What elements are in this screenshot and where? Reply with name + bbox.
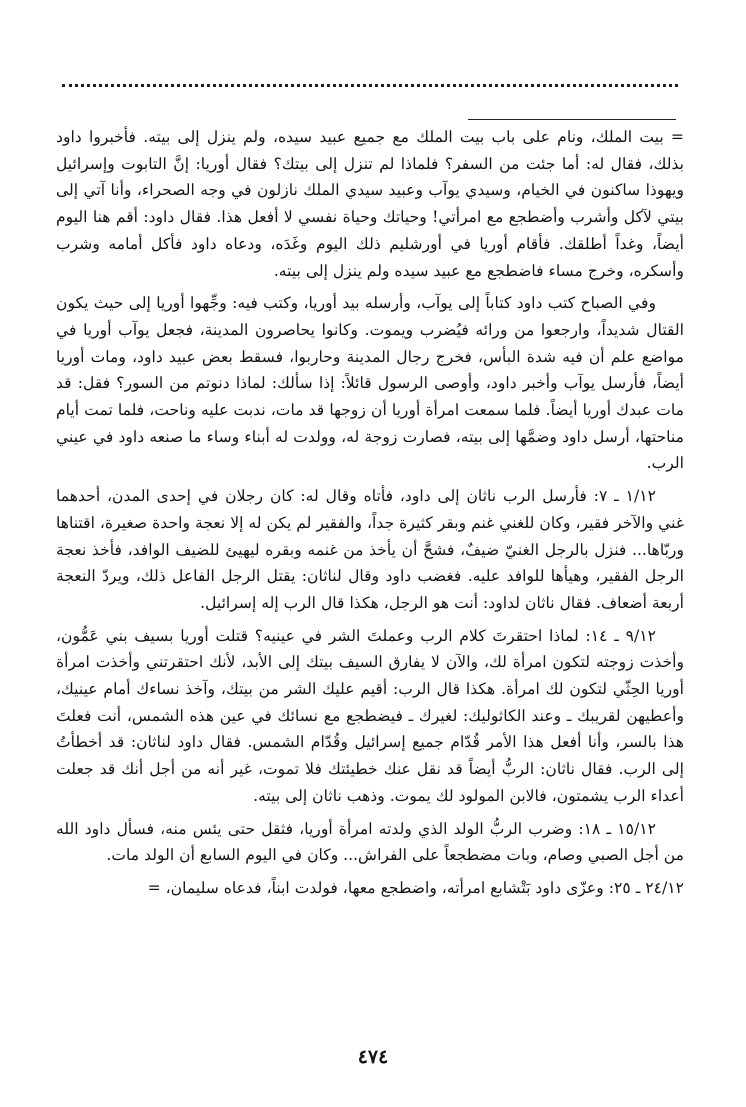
paragraph-continuation: = بيت الملك، ونام على باب بيت الملك مع جميع عبيد سيده، ولم ينزل إلى بيته. فأخبروا داود بذلك، فقال له: أما جئت من السفر؟ فلماذا لم تنزل إلى بيتك؟ فقال أوريا: إنَّ التابوت وإسرائيل ويهوذا ساكنون في الخيام، وسيدي يوآب وعبيد سيدي الملك نازلون في وجه الصحراء، وأنا آتي إلى بيتي لآكل وأشرب وأضطجع مع امرأتي! وحياتك وحياة نفسي لا أفعل هذا. فقال داود: أقم هنا اليوم أيضاً، وغداً أطلقك. فأقام أوريا في أورشليم ذلك اليوم وغَدَه، ودعاه داود فأكل أمامه وشرب وأسكره، وخرج مساء فاضطجع مع عبيد سيده ولم ينزل إلى بيته. <box>56 128 684 280</box>
paragraph-12-24-25: ٢٤/١٢ ـ ٢٥: وعزّى داود بَتْشابع امرأته، واضطجع معها، فولدت ابناً، فدعاه سليمان، = <box>147 878 684 897</box>
page-number: ٤٧٤ <box>357 1046 389 1068</box>
paragraph-12-1-7: ١/١٢ ـ ٧: فأرسل الرب ناثان إلى داود، فأتاه وقال له: كان رجلان في إحدى المدن، أحدهما غني والآخر فقير، وكان للغني غنم وبقر كثيرة جداً، والفقير لم يكن له إلا نعجة واحدة صغيرة، اقتناها وربّاها... فنزل بالرجل الغنيّ ضيفٌ، فشحَّ أن يأخذ من غنمه وبقره ليهيئ للضيف الوافد، فأخذ نعجة الرجل الفقير، وهيأها للوافد عليه. فغضب داود وقال لناثان: يقتل الرجل الفاعل ذلك، ويردّ النعجة أربعة أضعاف. فقال ناثان لداود: أنت هو الرجل، هكذا قال الرب إله إسرائيل. <box>56 487 684 612</box>
paragraph-letter-to-joab: وفي الصباح كتب داود كتاباً إلى يوآب، وأرسله بيد أوريا، وكتب فيه: وجِّهوا أوريا إلى حيث يكون القتال شديداً، وارجعوا من ورائه فيُضرب ويموت. وكانوا يحاصرون المدينة، فجعل يوآب أوريا في مواضع علم أن فيه شدة البأس، فخرج رجال المدينة وحاربوا، فسقط بعض عبيد داود، ومات أوريا أيضاً، فأرسل يوآب وأخبر داود، وأوصى الرسول قائلاً: إذا سألك: لماذا دنوتم من السور؟ فقل: قد مات عبدك أوريا أيضاً. فلما سمعت امرأة أوريا أن زوجها قد مات، ندبت عليه وناحت، فلما تمت أيام مناحتها، أرسل داود وضمَّها إلى بيته، فصارت زوجة له، وولدت له أبناء وساء ما صنعه داود في عيني الرب. <box>56 294 684 473</box>
continuation-rule <box>468 119 676 120</box>
paragraph-12-9-14: ٩/١٢ ـ ١٤: لماذا احتقرتَ كلام الرب وعملتَ الشر في عينيه؟ قتلت أوريا بسيف بني عَمُّون، وأخذت زوجته لتكون امرأة لك، والآن لا يفارق السيف بيتك إلى الأبد، لأنك احتقرتني وأخذت امرأة أوريا الحِثّي لتكون لك امرأة. هكذا قال الرب: أقيم عليك الشر من بيتك، وآخذ نساءك أمام عينيك، وأعطيهن لقريبك ـ وعند الكاثوليك: لغيرك ـ فيضطجع مع نسائك في عين هذه الشمس، أنت فعلتَ هذا بالسر، وأنا أفعل هذا الأمر قُدّام جميع إسرائيل وقُدّام الشمس. فقال داود لناثان: قد أخطأتُ إلى الرب. فقال ناثان: الربُّ أيضاً قد نقل عنك خطيئتك فلا تموت، غير أنه من أجل أنك قد جعلت أعداء الرب يشمتون، فالابن المولود لك يموت. وذهب ناثان إلى بيته. <box>56 626 684 805</box>
paragraph-12-15-18: ١٥/١٢ ـ ١٨: وضرب الربُّ الولد الذي ولدته امرأة أوريا، فثقل حتى يئس منه، فسأل داود الله من أجل الصبي وصام، وبات مضطجعاً على الفراش... وكان في اليوم السابع أن الولد مات. <box>56 819 684 865</box>
header-dotted-rule <box>62 84 678 87</box>
page-body <box>56 124 684 908</box>
